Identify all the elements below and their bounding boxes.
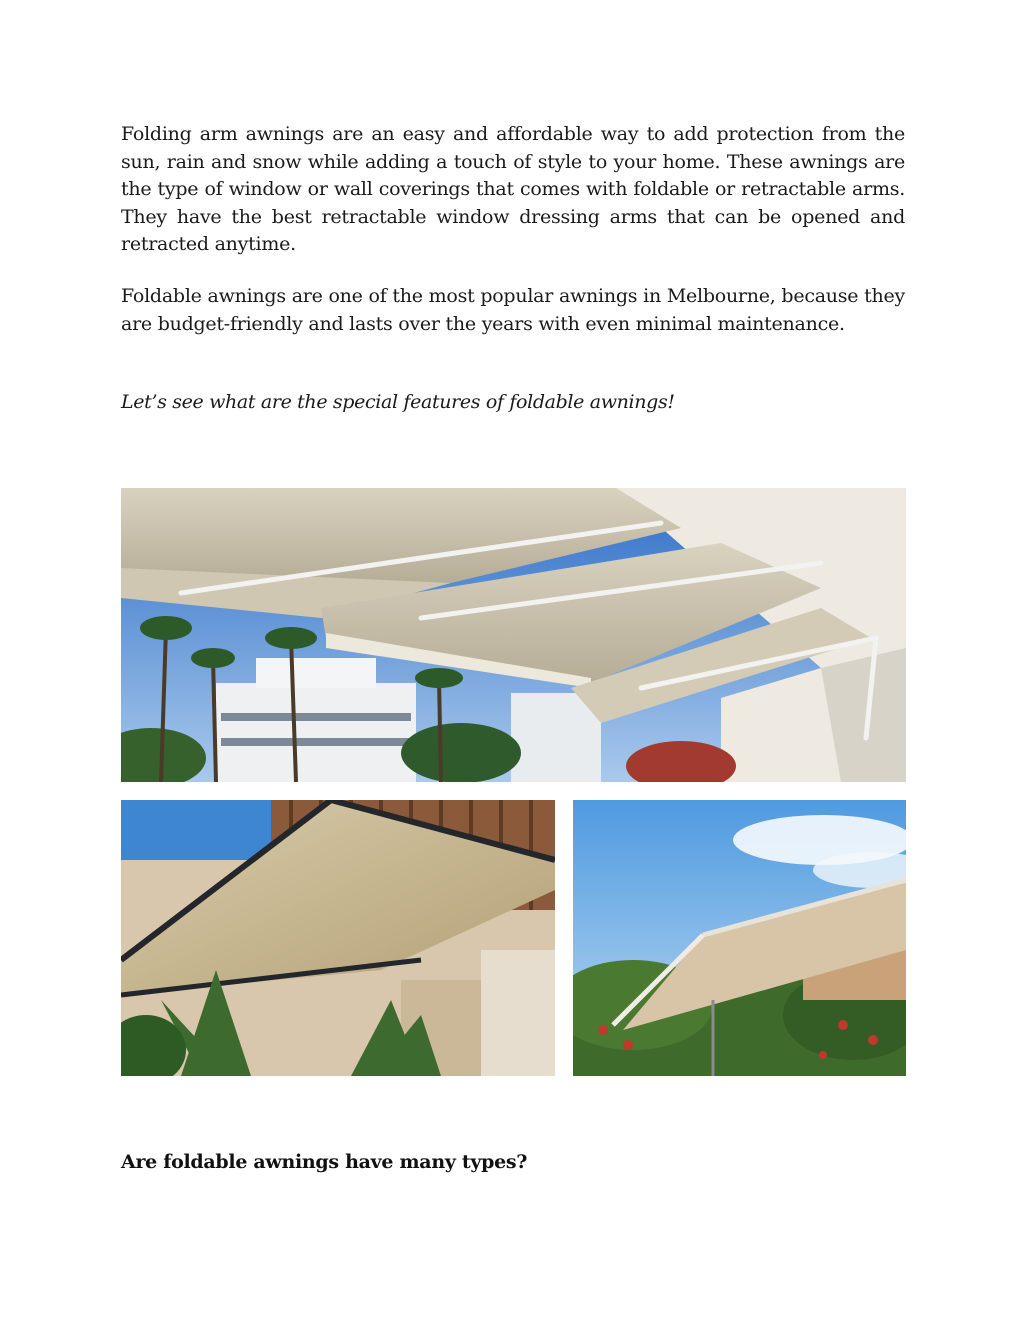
awning-courtyard-photo <box>121 800 555 1076</box>
awning-terrace-photo <box>121 488 906 782</box>
section-heading: Are foldable awnings have many types? <box>121 1151 528 1173</box>
popularity-paragraph: Foldable awnings are one of the most popular awnings in Melbourne, because they are budget-friendly and lasts over the years with even minimal maintenance. <box>121 285 905 335</box>
awning-garden-photo <box>573 800 906 1076</box>
lead-in-paragraph: Let’s see what are the special features of foldable awnings! <box>121 391 675 413</box>
intro-paragraph: Folding arm awnings are an easy and affordable way to add protection from the sun, rain and snow while adding a touch of style to your home. These awnings are the type of window or wall coverings that comes with foldable or retractable arms. They have the best retractable window dressing arms that can be opened and retracted anytime. <box>121 123 905 255</box>
